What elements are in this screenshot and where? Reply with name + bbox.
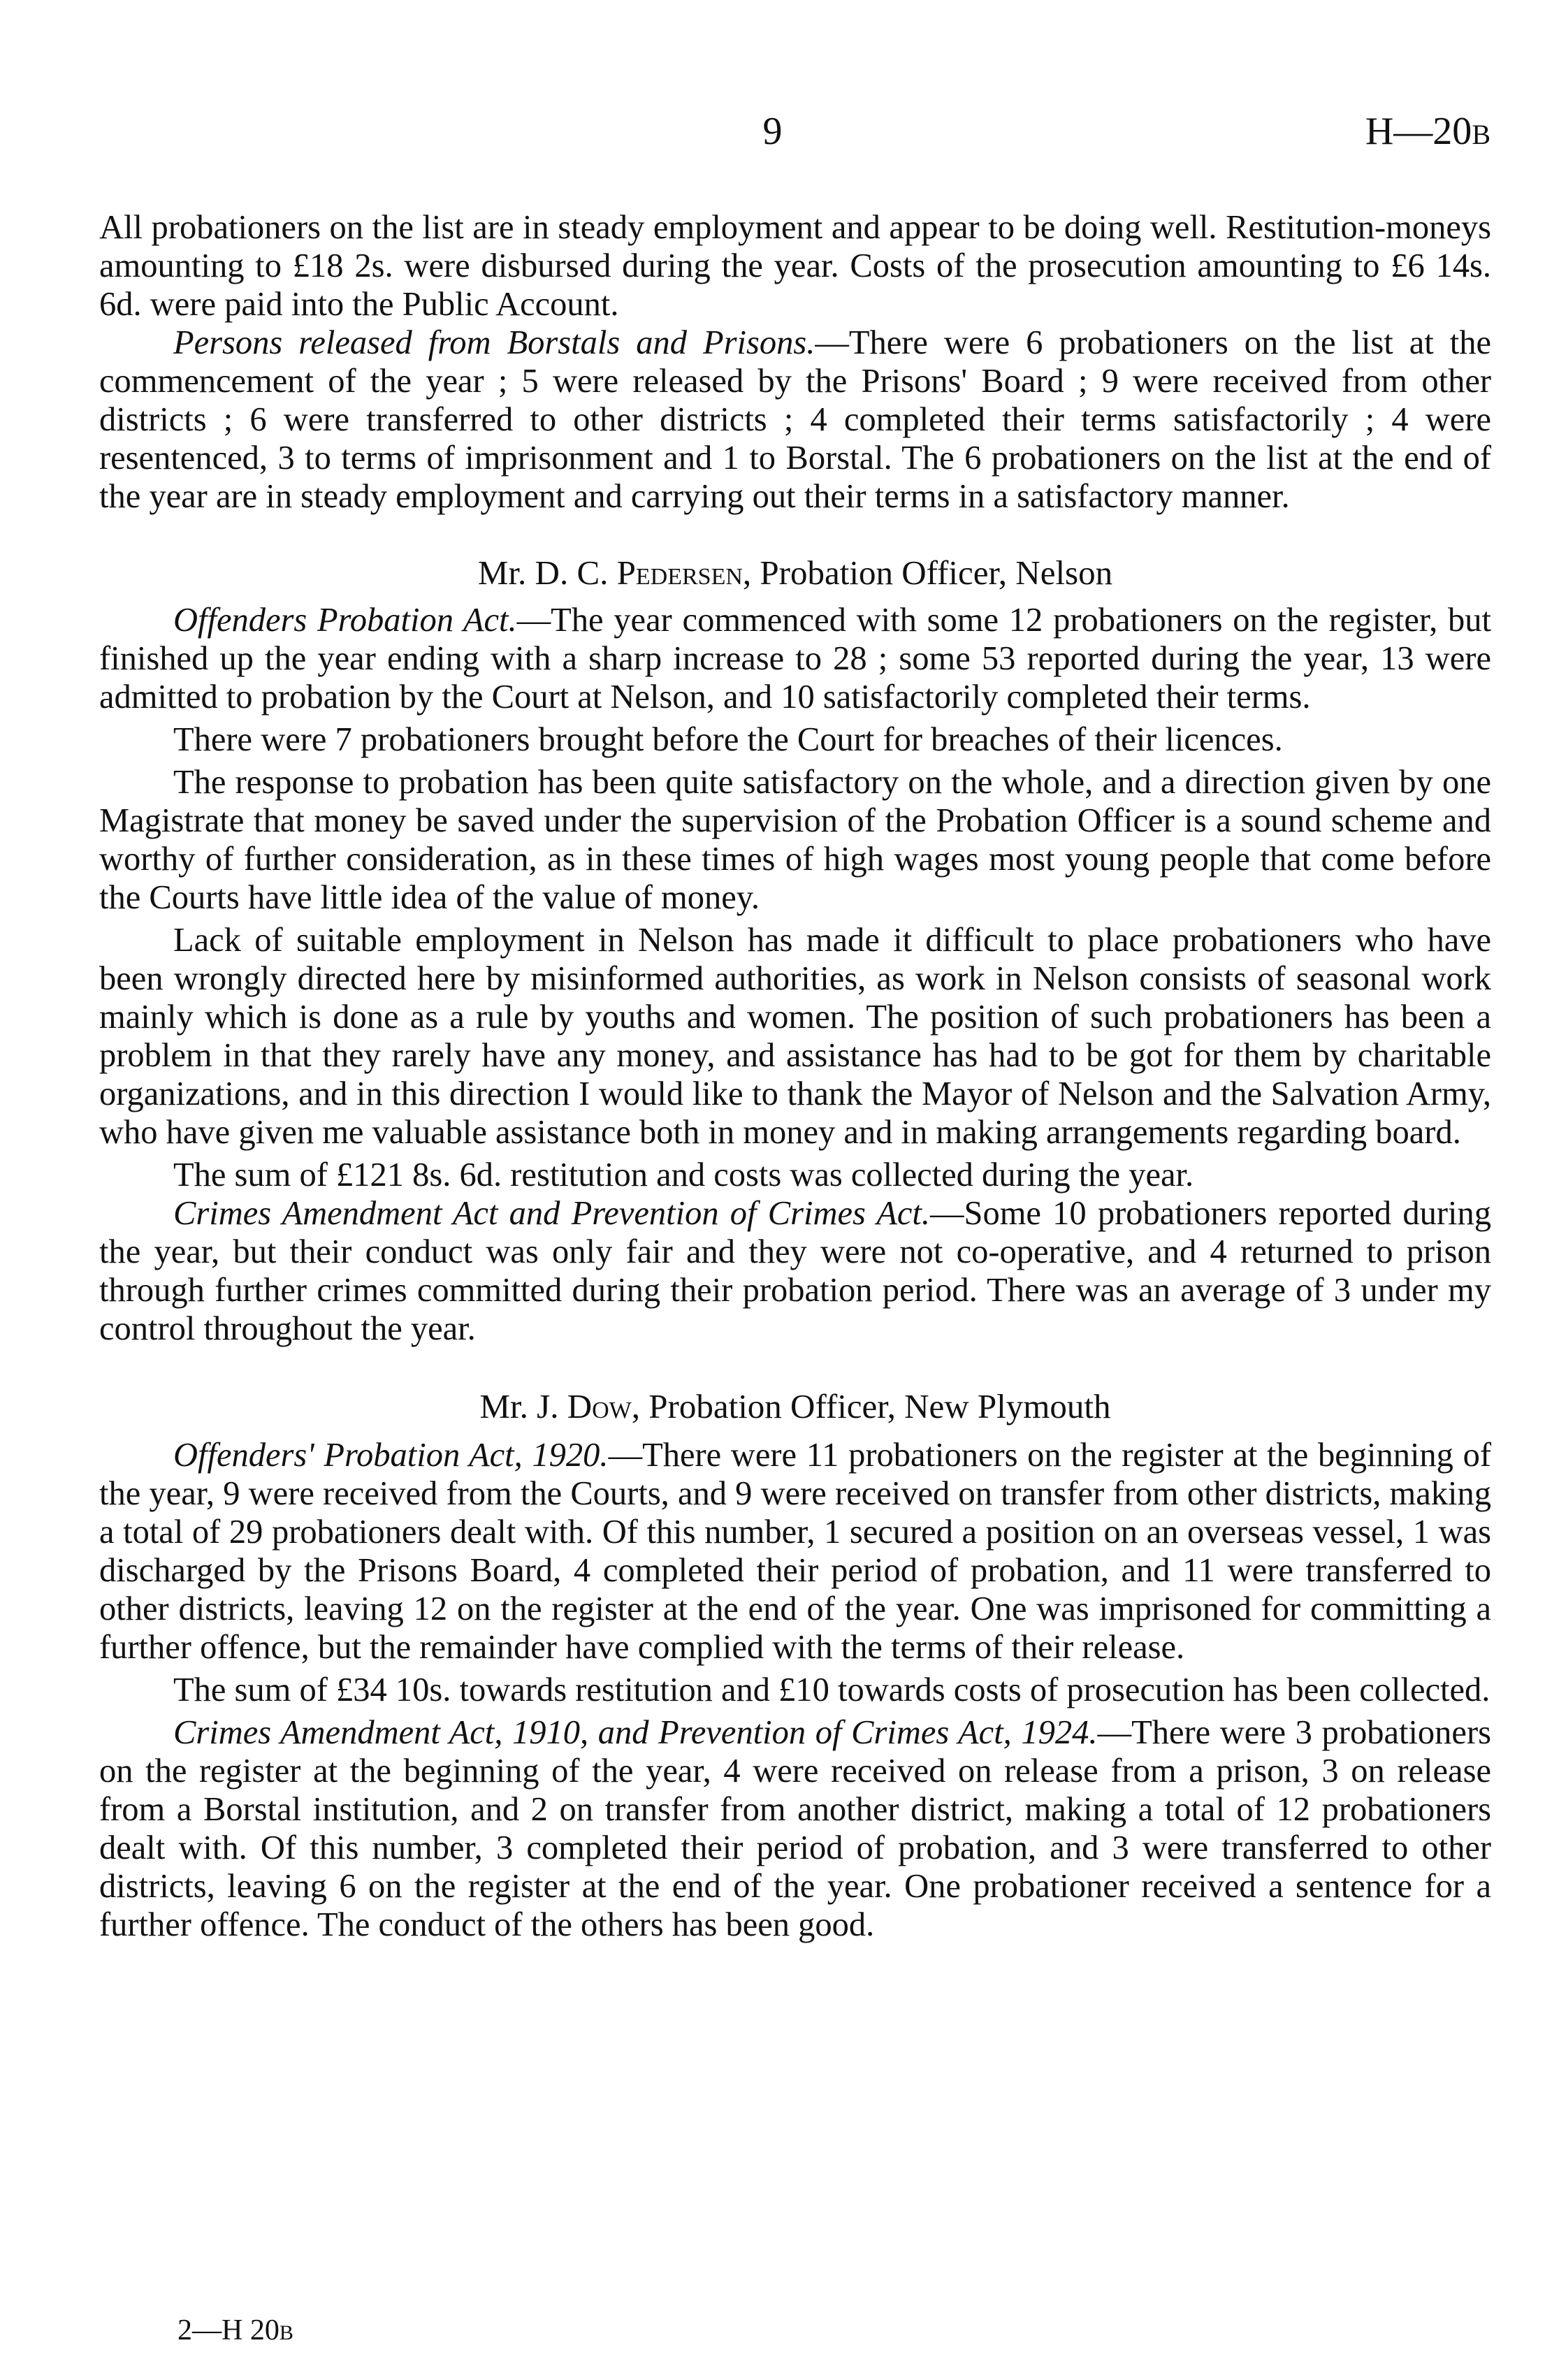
paragraph-plymouth-offenders: [99, 1436, 1491, 1667]
paragraph-nelson-crimes: [99, 1194, 1491, 1348]
subheading-borstals-prisons: Persons released from Borstals and Prisons.: [173, 324, 815, 361]
paragraph-nelson-offenders: [99, 601, 1491, 716]
section-heading-new-plymouth-prefix: Mr. J.: [479, 1387, 567, 1425]
page-number: 9: [762, 110, 783, 153]
paragraph-plymouth-crimes: [99, 1713, 1491, 1944]
paragraph-nelson-offenders-text: —The year commenced with some 12 probationers on the register, but finished up the year ending with a sharp increase to 28 ; some 53 reported during the year, 13 were admitted to probation by the Court at Nelson, and 10 satisfactorily completed their terms.: [99, 602, 1491, 716]
paragraph-employment: Lack of suitable employment in Nelson has made it difficult to place probationers who have been wrongly directed here by misinformed authorities, as work in Nelson consists of seasonal work mainly which is done as a rule by youths and women. The position of such probationers has been a problem in that they rarely have any money, and assistance has had to be got for them by charitable organizations, and in this direction I would like to thank the Mayor of Nelson and the Salvation Army, who have given me valuable assistance both in money and in making arrangements regarding board.: [99, 922, 1491, 1151]
paragraph-borstals-prisons: [99, 324, 1491, 516]
paragraph-plymouth-crimes-text: —There were 3 probationers on the register at the beginning of the year, 4 were received on release from a prison, 3 on release from a Borstal institution, and 2 on transfer from another district, making a total of 12 probationers dealt with. Of this number, 3 completed their period of probation, and 3 were transferred to other districts, leaving 6 on the register at the end of the year. One probationer received a sentence for a further offence. The conduct of the others has been good.: [99, 1714, 1491, 1943]
paragraph-sum-nelson: The sum of £121 8s. 6d. restitution and costs was collected during the year.: [173, 1156, 1194, 1193]
section-heading-new-plymouth: [99, 1387, 1491, 1426]
paragraph-nelson-crimes-text: —Some 10 probationers reported during the year, but their conduct was only fair and they were not co-operative, and 4 returned to prison through further crimes committed during their probation period. There was an average of 3 under my control throughout the year.: [99, 1195, 1491, 1347]
signature-mark: [177, 2314, 293, 2349]
subheading-offenders-probation-act-1920: Offenders' Probation Act, 1920.: [173, 1437, 609, 1474]
officer-name-dow: Dow: [567, 1387, 632, 1425]
subheading-offenders-probation-act: Offenders Probation Act.: [173, 602, 517, 639]
section-heading-nelson: [99, 553, 1491, 593]
document-code-suffix: B: [1472, 119, 1490, 150]
page-body: [99, 208, 1491, 1944]
paragraph-sum-plymouth: The sum of £34 10s. towards restitution and £10 towards costs of prosecution has been collected.: [173, 1671, 1490, 1708]
section-heading-nelson-prefix: Mr. D. C.: [477, 553, 617, 592]
signature-mark-main: 2—H 20: [177, 2314, 280, 2346]
officer-name-pedersen: Pedersen: [616, 553, 743, 592]
paragraph-borstals-prisons-text: —There were 6 probationers on the list at the commencement of the year ; 5 were released by the Prisons' Board ; 9 were received from other districts ; 6 were transferred to other districts ; 4 completed their terms satisfactorily ; 4 were resentenced, 3 to terms of imprisonment and 1 to Borstal. The 6 probationers on the list at the end of the year are in steady employment and carrying out their terms in a satisfactory manner.: [99, 324, 1491, 515]
paragraph-plymouth-offenders-text: —There were 11 probationers on the register at the beginning of the year, 9 were received from the Courts, and 9 were received on transfer from other districts, making a total of 29 probationers dealt with. Of this number, 1 secured a position on an overseas vessel, 1 was discharged by the Prisons Board, 4 completed their period of probation, and 11 were transferred to other districts, leaving 12 on the register at the end of the year. One was imprisoned for committing a further offence, but the remainder have complied with the terms of their release.: [99, 1437, 1491, 1666]
signature-mark-suffix: B: [279, 2321, 293, 2344]
subheading-crimes-amendment-act: Crimes Amendment Act and Prevention of Crimes Act.: [173, 1195, 930, 1232]
document-code: [1365, 110, 1490, 156]
document-code-main: H—20: [1365, 110, 1472, 153]
paragraph-response: The response to probation has been quite satisfactory on the whole, and a direction given by one Magistrate that money be saved under the supervision of the Probation Officer is a sound scheme and worthy of further consideration, as in these times of high wages most young people that come before the Courts have little idea of the value of money.: [99, 764, 1491, 916]
paragraph-breaches: There were 7 probationers brought before the Court for breaches of their licences.: [173, 721, 1283, 758]
paragraph-restitution: All probationers on the list are in steady employment and appear to be doing well. Restitution-moneys amounting to £18 2s. were disbursed during the year. Costs of the prosecution amounting to £6 14s. 6d. were paid into the Public Account.: [99, 209, 1491, 323]
section-heading-nelson-suffix: , Probation Officer, Nelson: [742, 553, 1113, 592]
subheading-crimes-amendment-act-1910: Crimes Amendment Act, 1910, and Prevention of Crimes Act, 1924.: [173, 1714, 1098, 1751]
section-heading-new-plymouth-suffix: , Probation Officer, New Plymouth: [631, 1387, 1111, 1425]
